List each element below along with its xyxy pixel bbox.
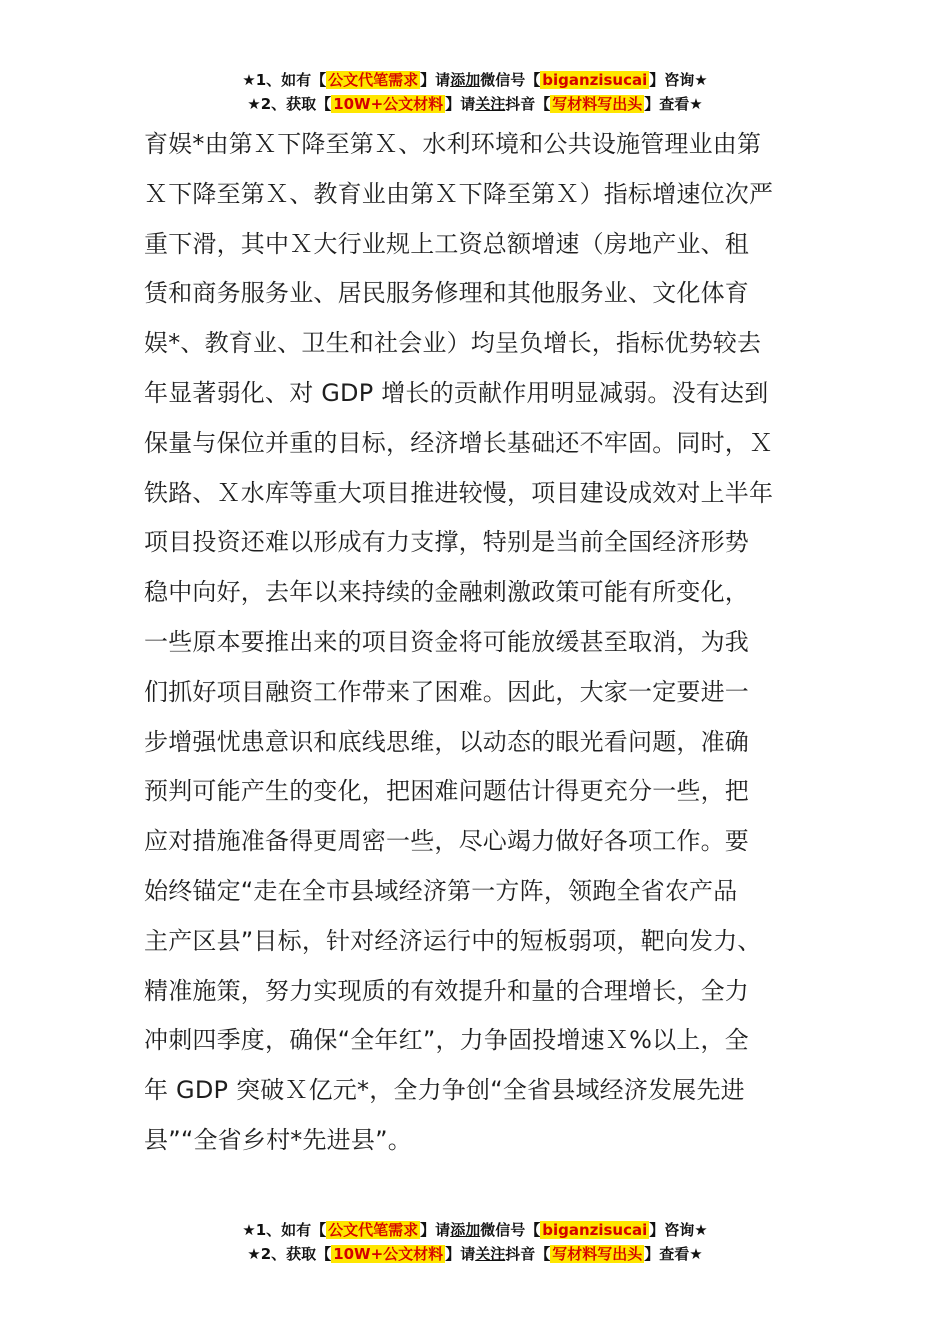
body-line: 稳中向好，去年以来持续的金融刺激政策可能有所变化， — [144, 578, 749, 607]
promo-text: 】请 — [445, 1245, 476, 1263]
promo-highlight-service: 公文代笔需求 — [328, 1221, 419, 1239]
promo-text: 微信号【 — [480, 1221, 541, 1239]
promo-text: ★2、获取【 — [247, 1245, 332, 1263]
body-line: 年显著弱化、对 GDP 增长的贡献作用明显减弱。没有达到 — [144, 378, 769, 407]
body-line: 重下滑，其中Ｘ大行业规上工资总额增速（房地产业、租 — [144, 229, 749, 258]
body-line: 项目投资还难以形成有力支撑，特别是当前全国经济形势 — [144, 528, 749, 557]
promo-text: 】查看★ — [644, 1245, 703, 1263]
promo-underline-follow: 关注 — [475, 95, 506, 113]
body-line: 铁路、Ｘ水库等重大项目推进较慢，项目建设成效对上半年 — [144, 478, 774, 507]
promo-highlight-douyin-account: 写材料写出头 — [552, 1245, 643, 1263]
promo-text: 抖音【 — [505, 95, 551, 113]
promo-underline-add: 添加 — [450, 71, 481, 89]
body-line: Ｘ下降至第Ｘ、教育业由第Ｘ下降至第Ｘ）指标增速位次严 — [144, 179, 774, 208]
body-line: 县”“全省乡村*先进县”。 — [144, 1125, 412, 1154]
body-line: 育娱*由第Ｘ下降至第Ｘ、水利环境和公共设施管理业由第 — [144, 130, 762, 158]
promo-highlight-materials: 10W+公文材料 — [333, 95, 444, 113]
promo-text: 】查看★ — [644, 95, 703, 113]
body-line: 一些原本要推出来的项目资金将可能放缓甚至取消，为我 — [144, 627, 749, 656]
promo-highlight-douyin-account: 写材料写出头 — [552, 95, 643, 113]
promo-underline-follow: 关注 — [475, 1245, 506, 1263]
promo-highlight-service: 公文代笔需求 — [328, 71, 419, 89]
promo-text: ★1、如有【 — [242, 71, 327, 89]
promo-text: 】咨询★ — [649, 1221, 708, 1239]
promo-highlight-wechat-id: biganzisucai — [542, 71, 648, 89]
promo-text: ★2、获取【 — [247, 95, 332, 113]
body-line: 预判可能产生的变化，把困难问题估计得更充分一些，把 — [144, 777, 749, 806]
promo-highlight-wechat-id: biganzisucai — [542, 1221, 648, 1239]
body-line: 步增强忧患意识和底线思维，以动态的眼光看问题，准确 — [144, 727, 749, 756]
body-line: 始终锚定“走在全市县域经济第一方阵，领跑全省农产品 — [144, 876, 738, 905]
promo-text: ★1、如有【 — [242, 1221, 327, 1239]
body-line: 应对措施准备得更周密一些，尽心竭力做好各项工作。要 — [144, 827, 749, 856]
header-promo-banner — [0, 68, 950, 116]
body-line: 精准施策，努力实现质的有效提升和量的合理增长，全力 — [144, 976, 749, 1005]
body-line: 年 GDP 突破Ｘ亿元*，全力争创“全省县域经济发展先进 — [144, 1076, 745, 1105]
body-line: 主产区县”目标，针对经济运行中的短板弱项，靶向发力、 — [144, 926, 762, 955]
promo-line-2 — [0, 92, 950, 116]
body-line: 娱*、教育业、卫生和社会业）均呈负增长，指标优势较去 — [144, 329, 762, 358]
body-line: 赁和商务服务业、居民服务修理和其他服务业、文化体育 — [144, 279, 749, 308]
body-line: 保量与保位并重的目标，经济增长基础还不牢固。同时，Ｘ — [144, 428, 774, 457]
promo-line-1 — [0, 68, 950, 92]
promo-line-1 — [0, 1218, 950, 1242]
promo-text: 微信号【 — [480, 71, 541, 89]
promo-text: 】请 — [420, 1221, 451, 1239]
promo-text: 】请 — [420, 71, 451, 89]
footer-promo-banner — [0, 1218, 950, 1266]
promo-text: 】咨询★ — [649, 71, 708, 89]
body-line: 冲刺四季度，确保“全年红”，力争固投增速Ｘ%以上，全 — [144, 1026, 749, 1055]
promo-text: 抖音【 — [505, 1245, 551, 1263]
promo-highlight-materials: 10W+公文材料 — [333, 1245, 444, 1263]
document-body — [144, 120, 808, 1166]
promo-underline-add: 添加 — [450, 1221, 481, 1239]
promo-text: 】请 — [445, 95, 476, 113]
body-line: 们抓好项目融资工作带来了困难。因此，大家一定要进一 — [144, 677, 749, 706]
promo-line-2 — [0, 1242, 950, 1266]
